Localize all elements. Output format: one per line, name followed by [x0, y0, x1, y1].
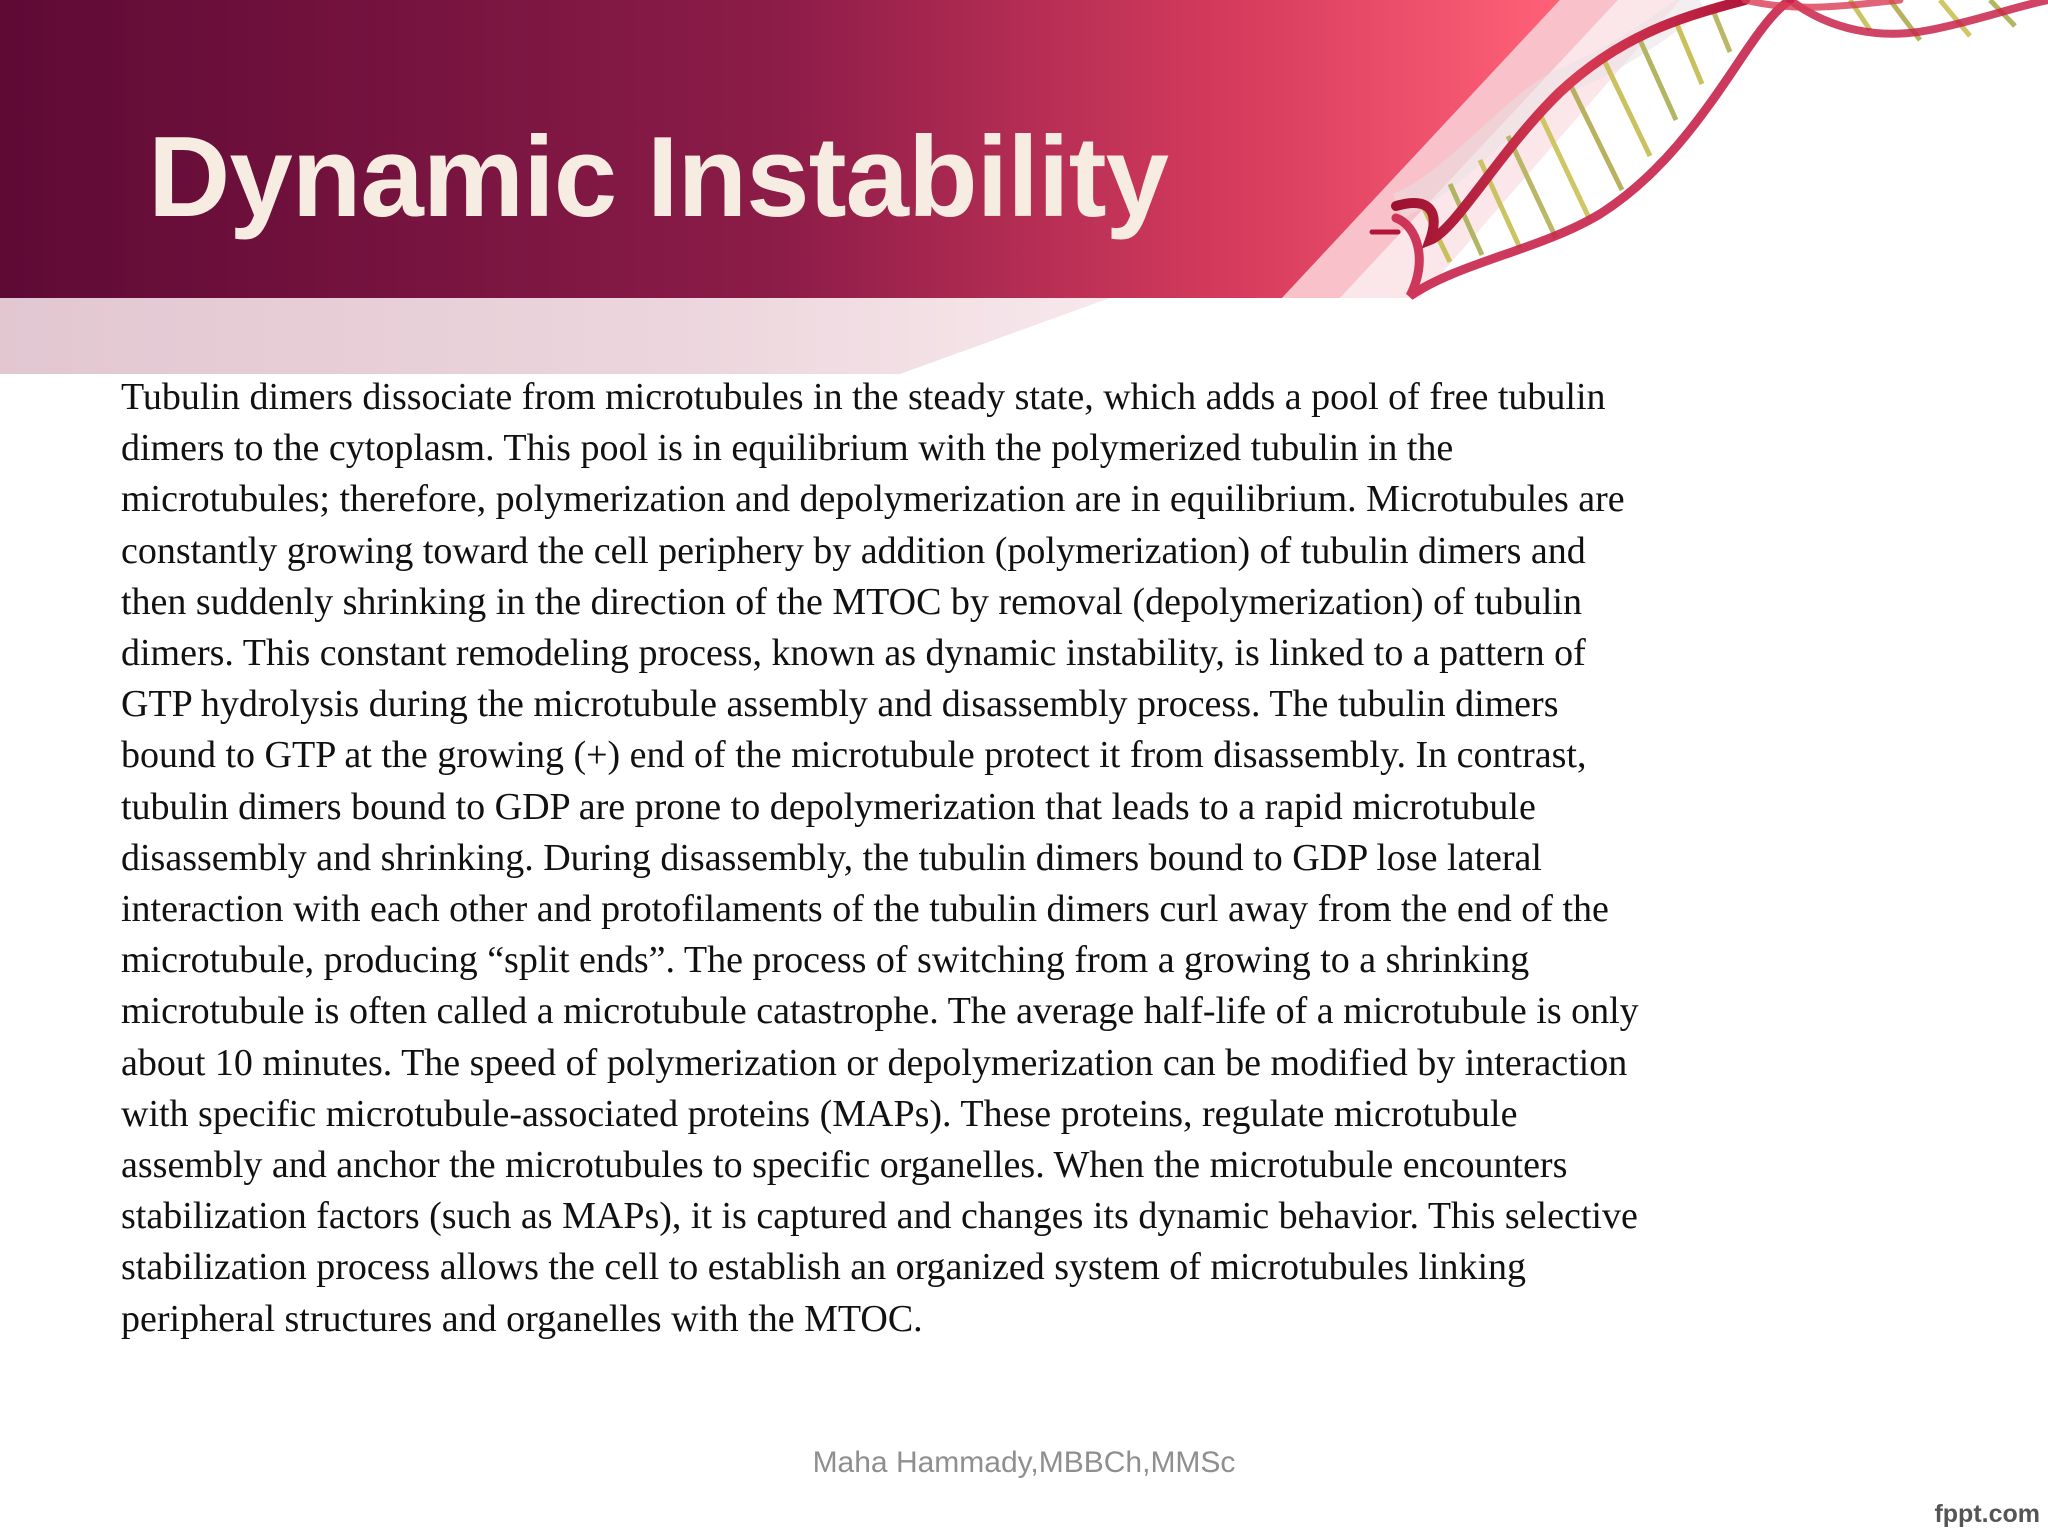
slide-title: Dynamic Instability	[148, 114, 1168, 241]
slide-footer-author: Maha Hammady,MBBCh,MMSc	[812, 1446, 1236, 1479]
watermark-logo: fppt.com	[1934, 1500, 2040, 1528]
slide-body-text: Tubulin dimers dissociate from microtubules in the steady state, which adds a pool of free tubulin dimers to the cytoplasm. This pool is in equilibrium with the polymerized tubulin in the microtubules; therefore, polymerization and depolymerization are in equilibrium. Microtubules are constantly growing toward the cell periphery by addition (polymerization) of tubulin dimers and then suddenly shrinking in the direction of the MTOC by removal (depolymerization) of tubulin dimers. This constant remodeling process, known as dynamic instability, is linked to a pattern of GTP hydrolysis during the microtubule assembly and disassembly process. The tubulin dimers bound to GTP at the growing (+) end of the microtubule protect it from disassembly. In contrast, tubulin dimers bound to GDP are prone to depolymerization that leads to a rapid microtubule disassembly and shrinking. During disassembly, the tubulin dimers bound to GDP lose lateral interaction with each other and protofilaments of the tubulin dimers curl away from the end of the microtubule, producing “split ends”. The process of switching from a growing to a shrinking microtubule is often called a microtubule catastrophe. The average half-life of a microtubule is only about 10 minutes. The speed of polymerization or depolymerization can be modified by interaction with specific microtubule-associated proteins (MAPs). These proteins, regulate microtubule assembly and anchor the microtubules to specific organelles. When the microtubule encounters stabilization factors (such as MAPs), it is captured and changes its dynamic behavior. This selective stabilization process allows the cell to establish an organized system of microtubules linking peripheral structures and organelles with the MTOC.	[121, 376, 1639, 1340]
banner-light-band	[0, 298, 1110, 374]
